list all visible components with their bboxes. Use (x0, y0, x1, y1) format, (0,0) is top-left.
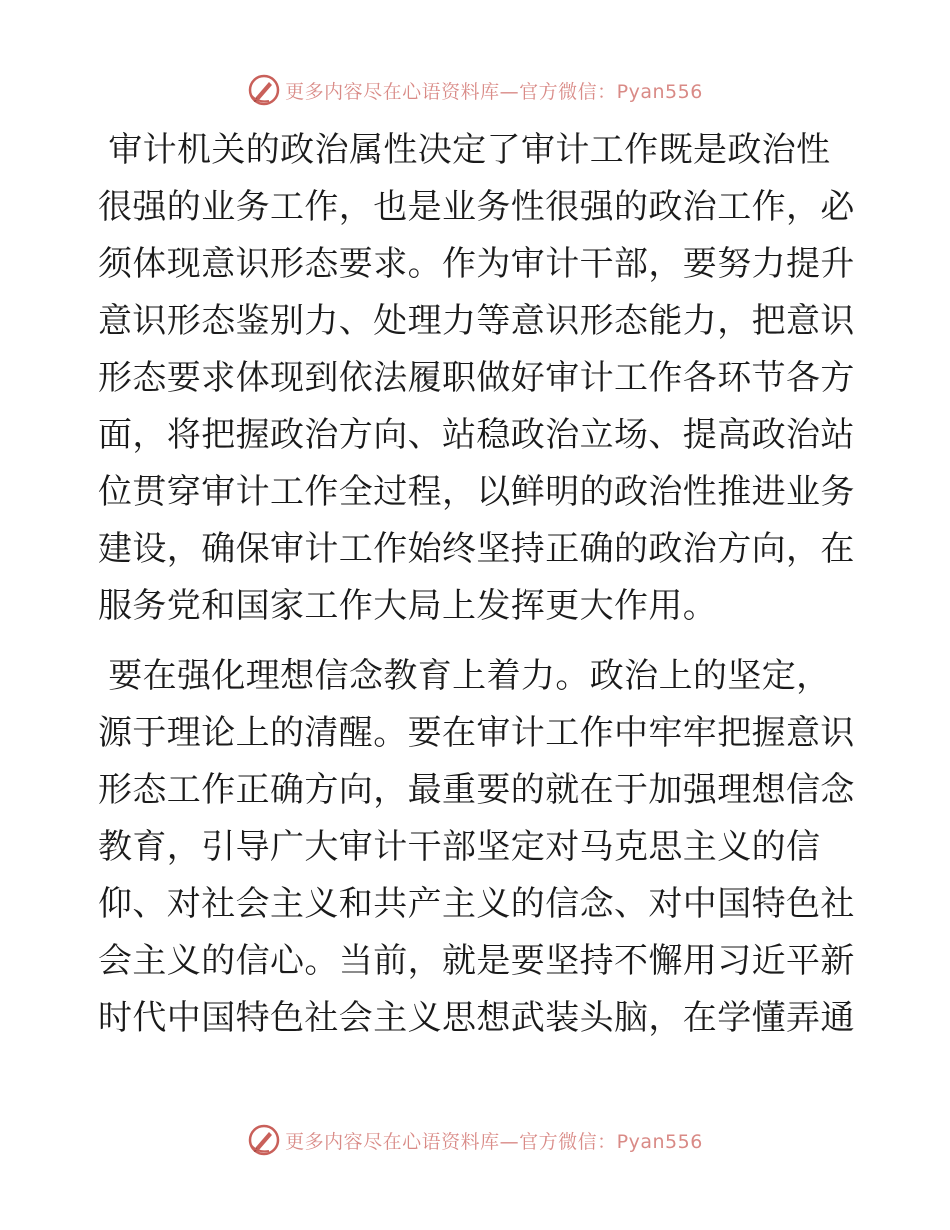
footer-watermark-banner (0, 1120, 950, 1160)
paragraph-1: 审计机关的政治属性决定了审计工作既是政治性很强的业务工作，也是业务性很强的政治工作，必须体现意识形态要求。作为审计干部，要努力提升意识形态鉴别力、处理力等意识形态能力，把意识形态要求体现到依法履职做好审计工作各环节各方面，将把握政治方向、站稳政治立场、提高政治站位贯穿审计工作全过程，以鲜明的政治性推进业务建设，确保审计工作始终坚持正确的政治方向，在服务党和国家工作大局上发挥更大作用。 (98, 130, 855, 626)
pen-logo-icon (247, 73, 281, 107)
footer-watermark-text: 更多内容尽在心语资料库—官方微信：Pyan556 (285, 1130, 703, 1153)
document-body (98, 122, 858, 1047)
header-watermark-banner (0, 70, 950, 110)
pen-logo-icon (247, 1123, 281, 1157)
paragraph-2: 要在强化理想信念教育上着力。政治上的坚定，源于理论上的清醒。要在审计工作中牢牢把握意识形态工作正确方向，最重要的就在于加强理想信念教育，引导广大审计干部坚定对马克思主义的信仰、对社会主义和共产主义的信念、对中国特色社会主义的信心。当前，就是要坚持不懈用习近平新时代中国特色社会主义思想武装头脑，在学懂弄通 (98, 656, 855, 1038)
header-watermark-text: 更多内容尽在心语资料库—官方微信：Pyan556 (285, 80, 703, 103)
